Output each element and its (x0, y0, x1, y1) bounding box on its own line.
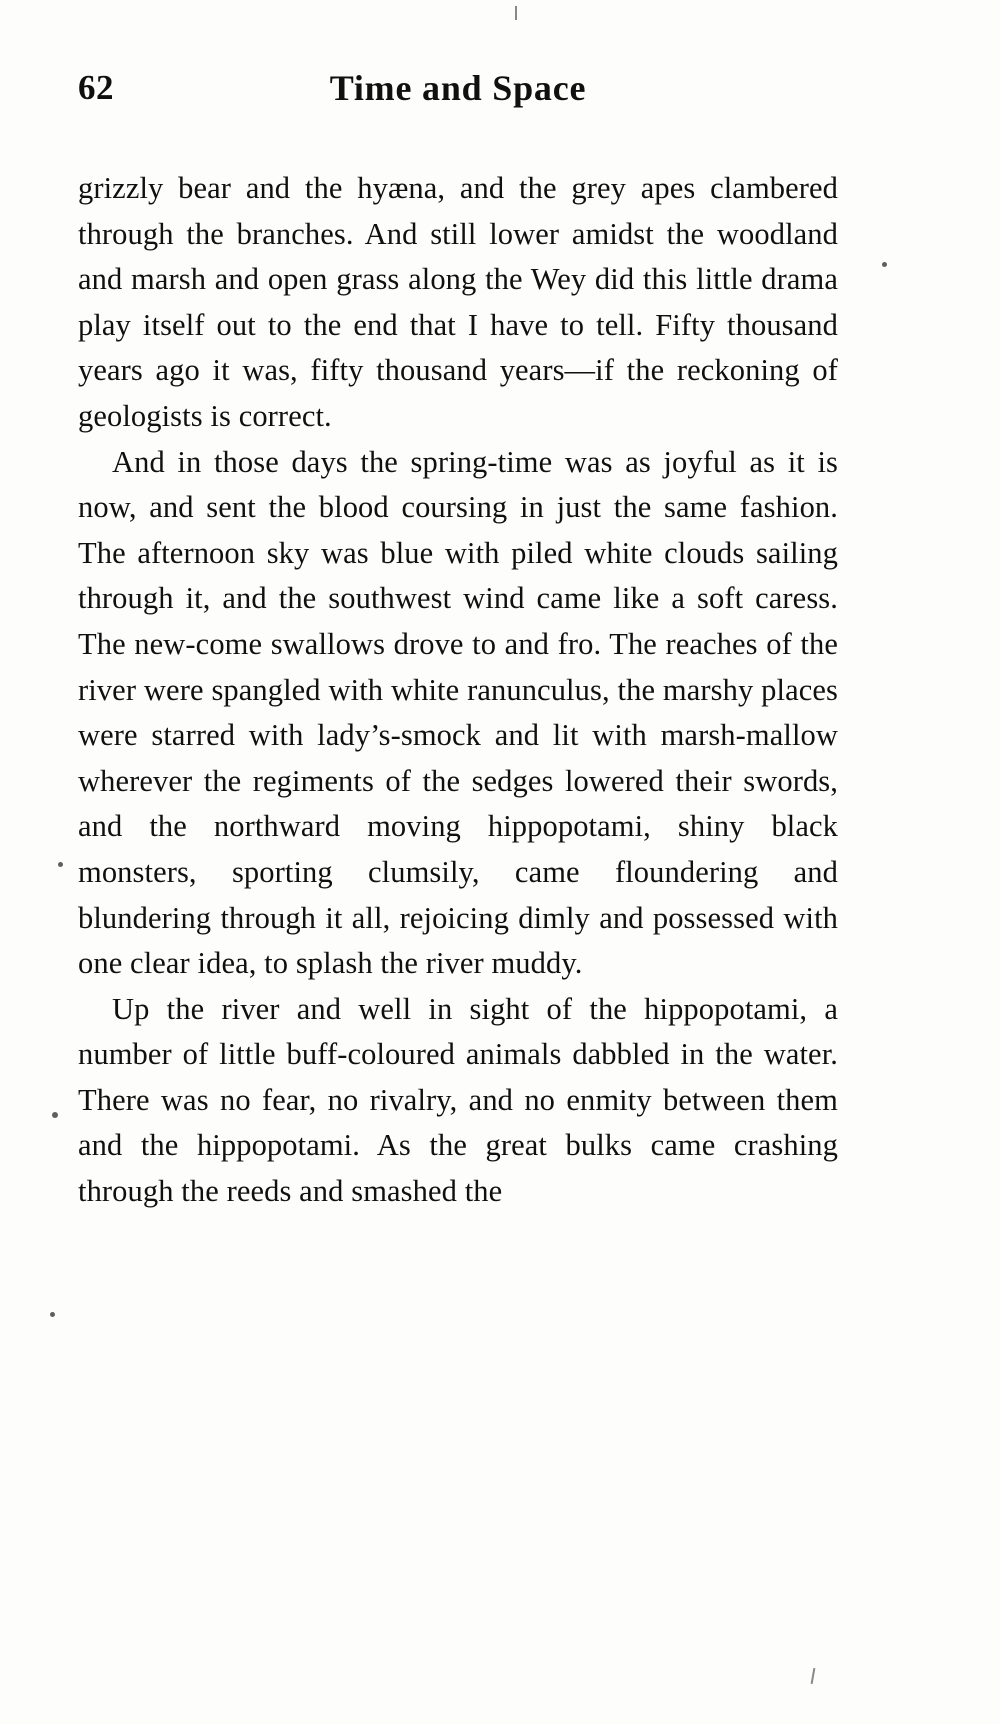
page-header (78, 70, 838, 122)
running-title: Time and Space (329, 68, 587, 108)
page-content (78, 70, 838, 1215)
body-text (78, 166, 838, 1215)
page-speck (882, 262, 887, 267)
paragraph: grizzly bear and the hyæna, and the grey apes clambered through the branches. And still lower amidst the woodland and marsh and open grass along the Wey did this little drama play itself out to the end that I have to tell. Fifty thousand years ago it was, fifty thousand years—if the reckoning of geologists is correct. (78, 171, 838, 433)
page-speck (52, 1112, 58, 1118)
page-number: 62 (78, 68, 114, 107)
paragraph: And in those days the spring-time was as joyful as it is now, and sent the blood coursing in just the same fashion. The afternoon sky was blue with piled white clouds sailing through it, and the southwest wind came like a soft caress. The new-come swallows drove to and fro. The reaches of the river were spangled with white ranunculus, the marshy places were starred with lady’s-smock and lit with marsh-mallow wherever the regiments of the sedges lowered their swords, and the northward moving hippopotami, shiny black monsters, sporting clumsily, came floundering and blundering through it all, rejoicing dimly and possessed with one clear idea, to splash the river muddy. (78, 444, 838, 981)
page-speck (50, 1312, 55, 1317)
page-edge-mark-top (515, 6, 517, 20)
page-speck (58, 862, 63, 867)
page-edge-mark-bottom (811, 1668, 816, 1684)
paragraph: Up the river and well in sight of the hippopotami, a number of little buff-coloured animals dabbled in the water. There was no fear, no rivalry, and no enmity between them and the hippopotami. As the great bulks came crashing through the reeds and smashed the (78, 991, 838, 1209)
